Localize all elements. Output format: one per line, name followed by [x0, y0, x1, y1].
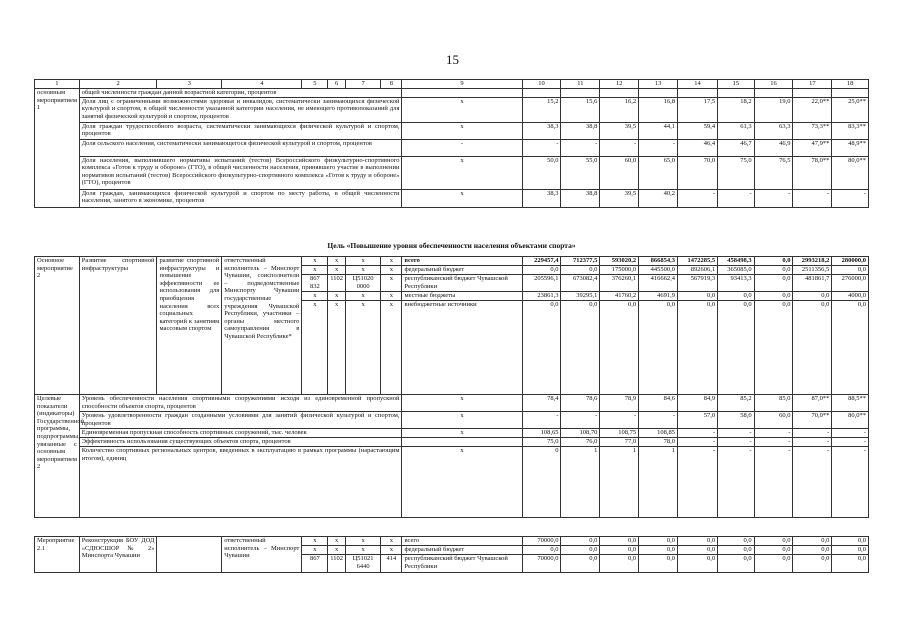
- indicator-value: 75,0: [718, 156, 755, 189]
- funding-value: 0,0: [561, 555, 600, 573]
- indicator-value: 47,9**: [793, 139, 832, 156]
- funding-value: 205596,1: [522, 275, 561, 292]
- funding-value: 0,0: [754, 301, 793, 395]
- empty-cell: [754, 89, 793, 98]
- funding-value: 0,0: [832, 546, 869, 555]
- funding-value: 0,0: [754, 292, 793, 301]
- indicator-value: 58,0: [718, 412, 755, 429]
- funding-value: 0,0: [718, 292, 755, 301]
- indicators-label: Целевые показатели (индикаторы) Государственной программы, подпрограммы, увязанные с основным мероприятием 2: [35, 395, 80, 518]
- funding-value: 0,0: [718, 537, 755, 546]
- indicator-value: 77,0: [600, 438, 639, 447]
- funding-source: всего: [402, 537, 522, 546]
- indicator-value: -: [561, 139, 600, 156]
- empty-cell: [402, 89, 522, 98]
- activity-label: основным мероприятием 1: [35, 89, 80, 208]
- column-9-value: -: [402, 139, 522, 156]
- funding-value: 70000,0: [522, 555, 561, 573]
- funding-value: 175000,0: [600, 266, 639, 275]
- indicator-value: 80,0**: [832, 156, 869, 189]
- activity-number: Мероприятие 2.1: [35, 537, 80, 573]
- budget-code: х: [302, 301, 328, 395]
- indicator-value: 61,3: [718, 122, 755, 139]
- budget-code: х: [345, 292, 380, 301]
- indicator-value: 15,6: [561, 97, 600, 122]
- indicator-value: -: [793, 429, 832, 438]
- indicator-text: общей численности граждан данной возрастной категории, процентов: [79, 89, 402, 98]
- indicator-value: -: [522, 139, 561, 156]
- funding-value: 0,0: [639, 537, 678, 546]
- indicator-row: [35, 395, 869, 412]
- budget-code: 1102: [328, 555, 346, 573]
- indicator-text: Доля граждан трудоспособного возраста, систематически занимающихся физической культурой и спортом, процентов: [79, 122, 402, 139]
- column-number: 5: [302, 80, 328, 89]
- budget-code: х: [302, 537, 328, 546]
- indicator-value: -: [678, 447, 718, 518]
- funding-source: федеральный бюджет: [402, 546, 522, 555]
- funding-value: 0,0: [639, 555, 678, 573]
- budget-code: х: [381, 546, 402, 555]
- budget-code: 867: [302, 555, 328, 573]
- indicator-value: -: [718, 429, 755, 438]
- indicator-value: -: [832, 189, 869, 207]
- indicator-value: 40,2: [639, 189, 678, 207]
- indicator-value: -: [754, 447, 793, 518]
- budget-code: х: [302, 257, 328, 266]
- funding-value: 23861,3: [522, 292, 561, 301]
- funding-value: 0,0: [600, 537, 639, 546]
- indicator-row: [35, 412, 869, 429]
- indicator-value: 78,6: [561, 395, 600, 412]
- indicator-value: 55,0: [561, 156, 600, 189]
- column-number: 10: [522, 80, 561, 89]
- funding-value: 0,0: [678, 537, 718, 546]
- indicator-value: 60,0: [754, 412, 793, 429]
- funding-value: 4000,0: [832, 292, 869, 301]
- funding-source: местные бюджеты: [402, 292, 522, 301]
- funding-value: 866854,3: [639, 257, 678, 266]
- indicator-value: 78,0: [639, 438, 678, 447]
- indicator-value: 85,0: [754, 395, 793, 412]
- funding-value: 0,0: [754, 275, 793, 292]
- indicator-value: 78,4: [522, 395, 561, 412]
- empty-cell: [718, 89, 755, 98]
- funding-value: 0,0: [793, 292, 832, 301]
- budget-code: х: [328, 537, 346, 546]
- activity-title: Реконструкция БОУ ДОД «СДЮСШОР № 2» Минспорта Чувашии: [79, 537, 157, 573]
- column-number: 1: [35, 80, 80, 89]
- indicator-value: 39,5: [600, 122, 639, 139]
- indicator-value: 84,9: [678, 395, 718, 412]
- budget-code: 1102: [328, 275, 346, 292]
- funding-value: 0,0: [678, 546, 718, 555]
- activity-2-1-table: [34, 536, 869, 573]
- column-number: 2: [79, 80, 157, 89]
- funding-value: 0,0: [754, 257, 793, 266]
- indicator-value: 50,0: [522, 156, 561, 189]
- funding-value: 416662,4: [639, 275, 678, 292]
- funding-value: 0,0: [718, 555, 755, 573]
- funding-value: 0,0: [754, 546, 793, 555]
- funding-value: 0,0: [718, 546, 755, 555]
- column-9-value: [402, 438, 522, 447]
- funding-value: 70000,0: [522, 537, 561, 546]
- indicator-value: 1: [561, 447, 600, 518]
- funding-value: 0,0: [718, 301, 755, 395]
- empty-cell: [561, 89, 600, 98]
- funding-value: 0,0: [678, 292, 718, 301]
- funding-value: 892606,1: [678, 266, 718, 275]
- column-number: 8: [381, 80, 402, 89]
- activity-executors: ответственный исполнитель – Минспорт Чувашии, соисполнители – подведомственные Минспорту Чувашии государственные учреждения Чувашской Республики, участники – органы местного самоуправления в Чувашской Республике*: [222, 257, 302, 395]
- column-number: 13: [639, 80, 678, 89]
- indicator-row: [35, 447, 869, 518]
- indicator-value: -: [639, 412, 678, 429]
- indicator-value: 78,0**: [793, 156, 832, 189]
- indicator-row: [35, 156, 869, 189]
- funding-value: 445500,0: [639, 266, 678, 275]
- budget-code: х: [381, 257, 402, 266]
- column-9-value: х: [402, 97, 522, 122]
- funding-value: 0,0: [522, 301, 561, 395]
- header-row: [35, 80, 869, 89]
- indicator-value: 38,3: [522, 189, 561, 207]
- financing-row: [35, 537, 869, 546]
- indicator-value: -: [561, 412, 600, 429]
- funding-value: 4691,9: [639, 292, 678, 301]
- indicator-value: 38,8: [561, 189, 600, 207]
- financing-row: [35, 257, 869, 266]
- column-number: 4: [222, 80, 302, 89]
- indicator-value: 108,65: [522, 429, 561, 438]
- indicator-value: 38,8: [561, 122, 600, 139]
- indicator-value: 57,0: [678, 412, 718, 429]
- indicator-value: 76,0: [561, 438, 600, 447]
- budget-code: х: [328, 301, 346, 395]
- indicator-value: -: [832, 447, 869, 518]
- funding-value: 0,0: [639, 301, 678, 395]
- column-number: 9: [402, 80, 522, 89]
- budget-code: х: [328, 546, 346, 555]
- funding-value: 0,0: [600, 301, 639, 395]
- indicator-value: -: [718, 189, 755, 207]
- indicator-value: 48,9**: [832, 139, 869, 156]
- indicator-value: 15,2: [522, 97, 561, 122]
- funding-value: 712377,5: [561, 257, 600, 266]
- indicator-value: 0: [522, 447, 561, 518]
- activity-title: Развитие спортивной инфраструктуры: [79, 257, 157, 395]
- column-9-value: х: [402, 156, 522, 189]
- funding-value: 276000,0: [832, 275, 869, 292]
- budget-code: 414: [381, 555, 402, 573]
- indicator-text: Уровень обеспеченности населения спортивными сооружениями исходя из единовременной пропускной способности объектов спорта, процентов: [79, 395, 402, 412]
- empty-cell: [600, 89, 639, 98]
- indicator-value: 108,75: [600, 429, 639, 438]
- budget-code: 867 832: [302, 275, 328, 292]
- indicator-value: 1: [639, 447, 678, 518]
- column-number: 3: [157, 80, 222, 89]
- activity-number: Основное мероприятие 2: [35, 257, 80, 395]
- main-activity-2-table: [34, 256, 869, 518]
- indicator-value: -: [600, 412, 639, 429]
- funding-value: 567919,3: [678, 275, 718, 292]
- funding-value: 0,0: [561, 301, 600, 395]
- budget-code: х: [302, 266, 328, 275]
- indicator-value: 1: [600, 447, 639, 518]
- funding-value: 0,0: [832, 301, 869, 395]
- column-9-value: х: [402, 429, 522, 438]
- indicator-value: 73,3**: [793, 122, 832, 139]
- indicator-text: Количество спортивных региональных центров, введенных в эксплуатацию в рамках программы (нарастающим итогом), единиц: [79, 447, 402, 518]
- funding-source: внебюджетные источники: [402, 301, 522, 395]
- activity-goal: развитие спортивной инфраструктуры и повышение эффективности ее использования для приобщения населения всех социальных категорий к занятиям массовым спортом: [157, 257, 222, 395]
- budget-code: Ц51020 0000: [345, 275, 380, 292]
- indicator-row: [35, 122, 869, 139]
- indicator-value: 70,0: [678, 156, 718, 189]
- indicator-value: -: [522, 412, 561, 429]
- indicator-value: -: [678, 189, 718, 207]
- indicator-text: Эффективность использования существующих объектов спорта, процентов: [79, 438, 402, 447]
- funding-value: 0,0: [754, 537, 793, 546]
- indicator-value: -: [754, 438, 793, 447]
- funding-value: 0,0: [522, 266, 561, 275]
- budget-code: х: [328, 257, 346, 266]
- funding-value: 593020,2: [600, 257, 639, 266]
- column-number: 17: [793, 80, 832, 89]
- funding-value: 0,0: [832, 555, 869, 573]
- indicator-value: 88,5**: [832, 395, 869, 412]
- budget-code: х: [381, 537, 402, 546]
- budget-code: х: [381, 275, 402, 292]
- indicator-value: 108,70: [561, 429, 600, 438]
- indicator-row: [35, 429, 869, 438]
- column-number: 6: [328, 80, 346, 89]
- funding-value: 0,0: [793, 546, 832, 555]
- funding-value: 41760,2: [600, 292, 639, 301]
- funding-value: 0,0: [561, 537, 600, 546]
- empty-cell: [832, 89, 869, 98]
- funding-value: 0,0: [600, 546, 639, 555]
- goal-title: Цель «Повышение уровня обеспеченности населения объектами спорта»: [327, 241, 576, 250]
- indicator-value: 63,3: [754, 122, 793, 139]
- funding-value: 0,0: [522, 546, 561, 555]
- budget-code: Ц51021 6440: [345, 555, 380, 573]
- funding-value: 229457,4: [522, 257, 561, 266]
- funding-value: 481861,7: [793, 275, 832, 292]
- funding-source: всего: [402, 257, 522, 266]
- indicator-value: -: [832, 429, 869, 438]
- indicator-value: 76,5: [754, 156, 793, 189]
- indicator-value: -: [718, 438, 755, 447]
- funding-value: 280000,0: [832, 257, 869, 266]
- funding-value: 2993218,2: [793, 257, 832, 266]
- budget-code: х: [345, 537, 380, 546]
- funding-value: 0,0: [639, 546, 678, 555]
- budget-code: х: [328, 266, 346, 275]
- indicator-value: 65,0: [639, 156, 678, 189]
- indicator-value: -: [678, 438, 718, 447]
- funding-value: 0,0: [793, 555, 832, 573]
- indicator-value: 80,0**: [832, 412, 869, 429]
- indicator-text: Единовременная пропускная способность спортивных сооружений, тыс. человек: [79, 429, 402, 438]
- column-number: 16: [754, 80, 793, 89]
- indicator-text: Доля лиц с ограниченными возможностями здоровья и инвалидов, систематически занимающихся физической культурой и спортом, в общей численности указанной категории населения, не имеющего противопоказаний для занятий физической культурой и спортом, процентов: [79, 97, 402, 122]
- funding-source: республиканский бюджет Чувашской Республики: [402, 555, 522, 573]
- indicator-value: 108,85: [639, 429, 678, 438]
- budget-code: х: [381, 301, 402, 395]
- budget-code: х: [328, 292, 346, 301]
- empty-cell: [639, 89, 678, 98]
- indicator-value: -: [678, 429, 718, 438]
- indicator-value: -: [793, 438, 832, 447]
- funding-value: 458498,3: [718, 257, 755, 266]
- indicator-value: 46,4: [678, 139, 718, 156]
- budget-code: х: [345, 546, 380, 555]
- indicator-text: Уровень удовлетворенности граждан созданными условиями для занятий физической культурой и спортом, процентов: [79, 412, 402, 429]
- indicator-value: 38,3: [522, 122, 561, 139]
- funding-value: 0,0: [754, 266, 793, 275]
- column-number: 11: [561, 80, 600, 89]
- indicator-text: Доля граждан, занимающихся физической культурой и спортом по месту работы, в общей численности населения, занятого в экономике, процентов: [79, 189, 402, 207]
- column-number: 14: [678, 80, 718, 89]
- indicator-value: 84,6: [639, 395, 678, 412]
- column-number: 18: [832, 80, 869, 89]
- funding-value: 0,0: [832, 266, 869, 275]
- indicator-value: 17,5: [678, 97, 718, 122]
- funding-value: 376260,1: [600, 275, 639, 292]
- indicator-value: -: [600, 139, 639, 156]
- budget-code: х: [345, 301, 380, 395]
- funding-value: 0,0: [678, 555, 718, 573]
- column-9-value: х: [402, 189, 522, 207]
- indicator-value: 70,0**: [793, 412, 832, 429]
- funding-value: 365085,0: [718, 266, 755, 275]
- indicator-value: 78,9: [600, 395, 639, 412]
- column-9-value: х: [402, 447, 522, 518]
- indicator-value: 75,0: [522, 438, 561, 447]
- column-9-value: х: [402, 412, 522, 429]
- column-number: 15: [718, 80, 755, 89]
- indicator-value: 46,9: [754, 139, 793, 156]
- indicator-row: [35, 89, 869, 98]
- funding-value: 39295,1: [561, 292, 600, 301]
- indicator-value: 39,5: [600, 189, 639, 207]
- funding-value: 0,0: [678, 301, 718, 395]
- budget-code: х: [381, 266, 402, 275]
- indicator-value: 22,0**: [793, 97, 832, 122]
- funding-source: республиканский бюджет Чувашской Республики: [402, 275, 522, 292]
- indicator-value: 25,0**: [832, 97, 869, 122]
- indicator-row: [35, 189, 869, 207]
- empty-cell: [522, 89, 561, 98]
- funding-value: 0,0: [600, 555, 639, 573]
- funding-value: 0,0: [793, 301, 832, 395]
- indicator-value: -: [832, 438, 869, 447]
- indicators-table-part1: [34, 79, 869, 208]
- budget-code: х: [345, 266, 380, 275]
- indicator-value: 18,2: [718, 97, 755, 122]
- indicator-text: Доля сельского населения, систематически занимающегося физической культурой и спортом, процентов: [79, 139, 402, 156]
- column-9-value: х: [402, 395, 522, 412]
- indicator-value: 46,7: [718, 139, 755, 156]
- indicator-row: [35, 438, 869, 447]
- budget-code: х: [345, 257, 380, 266]
- funding-value: 93413,3: [718, 275, 755, 292]
- funding-value: 0,0: [561, 546, 600, 555]
- indicator-value: 59,4: [678, 122, 718, 139]
- indicator-value: -: [754, 189, 793, 207]
- budget-code: х: [302, 546, 328, 555]
- budget-code: х: [381, 292, 402, 301]
- funding-value: 0,0: [793, 537, 832, 546]
- indicator-value: -: [793, 189, 832, 207]
- empty-cell: [678, 89, 718, 98]
- indicator-value: 44,1: [639, 122, 678, 139]
- indicator-value: 16,8: [639, 97, 678, 122]
- activity-goal: [157, 537, 222, 573]
- empty-cell: [793, 89, 832, 98]
- indicator-value: -: [718, 447, 755, 518]
- page-number: 15: [446, 52, 459, 67]
- indicator-value: -: [639, 139, 678, 156]
- funding-value: 0,0: [754, 555, 793, 573]
- indicator-text: Доля населения, выполнившего нормативы испытаний (тестов) Всероссийского физкультурно-спортивного комплекса «Готов к труду и обороне» (ГТО), в общей численности населения, принявшего участие в выполнении нормативов испытаний (тестов) Всероссийского физкультурно-спортивного комплекса «Готов к труду и обороне» (ГТО), процентов: [79, 156, 402, 189]
- indicator-value: -: [754, 429, 793, 438]
- funding-value: 0,0: [832, 537, 869, 546]
- budget-code: х: [302, 292, 328, 301]
- indicator-value: -: [793, 447, 832, 518]
- funding-value: 0,0: [561, 266, 600, 275]
- indicator-value: 16,2: [600, 97, 639, 122]
- activity-executors: ответственный исполнитель – Минспорт Чувашии: [222, 537, 302, 573]
- column-number: 7: [345, 80, 380, 89]
- funding-value: 2511356,5: [793, 266, 832, 275]
- indicator-value: 83,3**: [832, 122, 869, 139]
- indicator-value: 87,0**: [793, 395, 832, 412]
- indicator-value: 60,0: [600, 156, 639, 189]
- column-9-value: х: [402, 122, 522, 139]
- funding-value: 1472285,5: [678, 257, 718, 266]
- funding-value: 673082,4: [561, 275, 600, 292]
- indicator-value: 85,2: [718, 395, 755, 412]
- column-number: 12: [600, 80, 639, 89]
- indicator-row: [35, 139, 869, 156]
- funding-source: федеральный бюджет: [402, 266, 522, 275]
- indicator-row: [35, 97, 869, 122]
- indicator-value: 19,0: [754, 97, 793, 122]
